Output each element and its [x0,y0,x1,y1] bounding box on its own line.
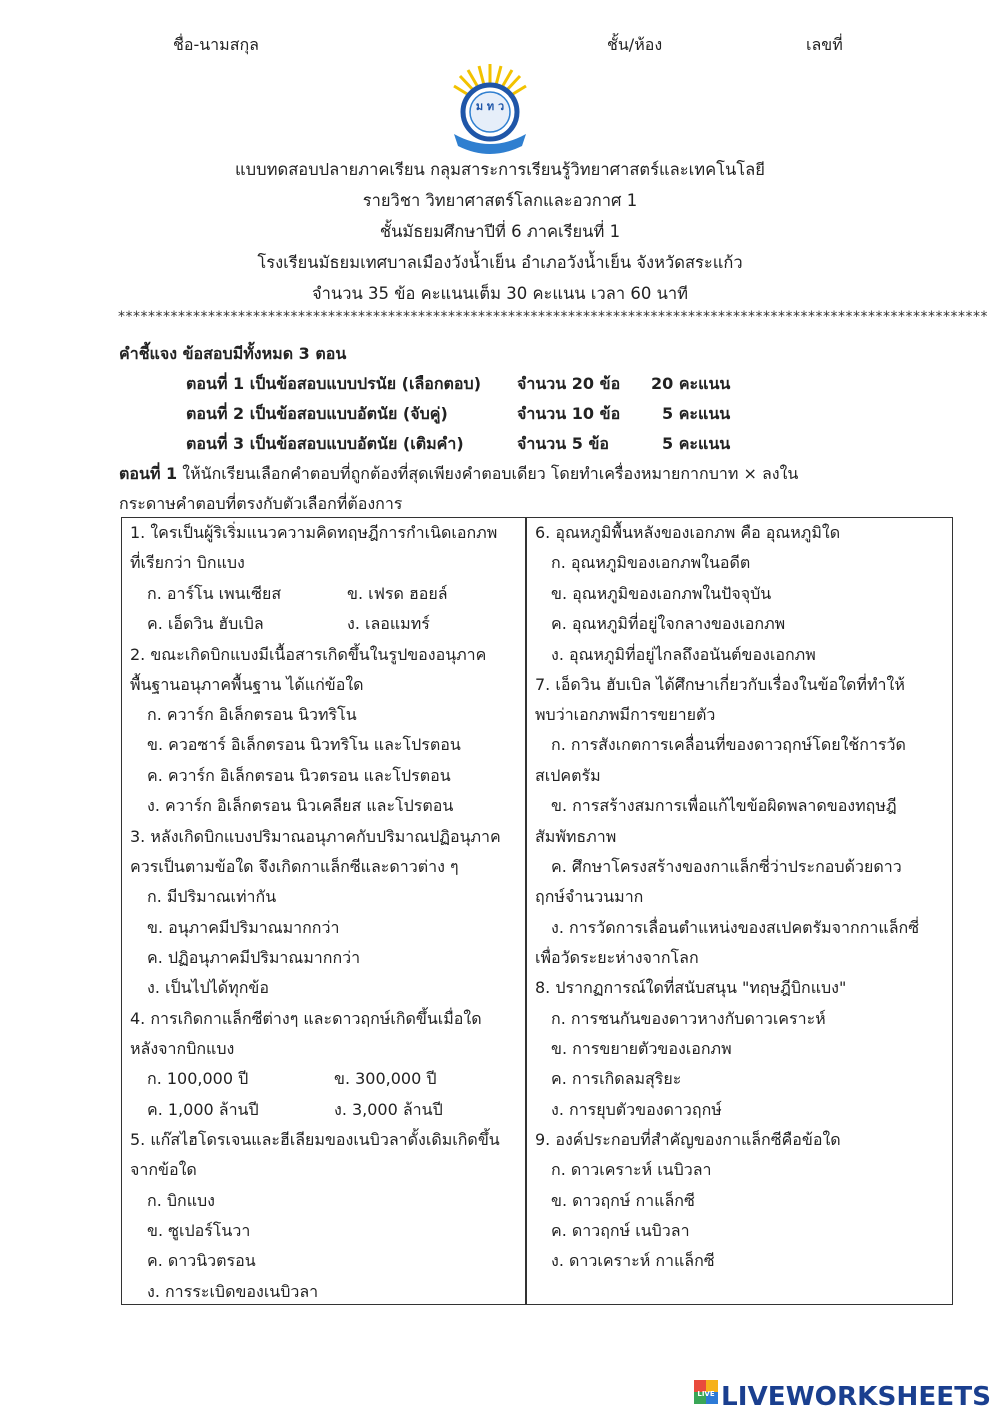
q8-text: 8. ปรากฏการณ์ใดที่สนับสนุน "ทฤษฎีบิกแบง" [535,978,847,997]
q7-option-d[interactable]: ง. การวัดการเลื่อนตำแหน่งของสเปคตรัมจากกาแล็กซี่ [551,918,920,937]
part1-instruction-text: ให้นักเรียนเลือกคำตอบที่ถูกต้องที่สุดเพียงคำตอบเดียว โดยทำเครื่องหมายกากบาท × ลงใน [177,464,799,483]
q2-option-a[interactable]: ก. ควาร์ก อิเล็กตรอน นิวทริโน [147,705,357,724]
q4-option-a[interactable]: ก. 100,000 ปี [147,1069,249,1088]
q5-option-a[interactable]: ก. บิกแบง [147,1191,215,1210]
part1-instruction [119,462,798,487]
separator-line: ******************************************************************************************************************** [118,309,988,325]
part1-score: 20 คะแนน [651,374,731,393]
q2-option-b[interactable]: ข. ควอซาร์ อิเล็กตรอน นิวทริโน และโปรตอน [147,735,461,754]
school-emblem-icon [448,62,532,154]
q7-text-cont: พบว่าเอกภพมีการขยายตัว [535,705,716,724]
q4-option-b[interactable]: ข. 300,000 ปี [334,1069,437,1088]
q1-option-b[interactable]: ข. เฟรด ฮอยล์ [347,584,448,603]
q5-option-b[interactable]: ข. ซูเปอร์โนวา [147,1221,251,1240]
q7-option-a[interactable]: ก. การสังเกตการเคลื่อนที่ของดาวฤกษ์โดยใช้การวัด [551,735,906,754]
svg-text:LIVE: LIVE [697,1390,715,1398]
q3-option-c[interactable]: ค. ปฏิอนุภาคมีปริมาณมากกว่า [147,948,361,967]
part3-score: 5 คะแนน [662,434,731,453]
part1-label: ตอนที่ 1 เป็นข้อสอบแบบปรนัย (เลือกตอบ) [186,374,482,393]
name-label: ชื่อ-นามสกุล [173,35,259,54]
q1-text-cont: ที่เรียกว่า บิกแบง [130,553,245,572]
q3-text: 3. หลังเกิดบิกแบงปริมาณอนุภาคกับปริมาณปฏิอนุภาค [130,827,501,846]
q2-option-d[interactable]: ง. ควาร์ก อิเล็กตรอน นิวเคลียส และโปรตอน [147,796,454,815]
q4-option-d[interactable]: ง. 3,000 ล้านปี [334,1100,443,1119]
q9-option-b[interactable]: ข. ดาวฤกษ์ กาแล็กซี [551,1191,695,1210]
subject-title: รายวิชา วิทยาศาสตร์โลกและอวกาศ 1 [362,191,638,210]
q5-text-cont: จากข้อใด [130,1160,197,1179]
svg-text:ม ท ว: ม ท ว [475,100,505,113]
q7-text: 7. เอ็ดวิน ฮับเบิล ได้ศึกษาเกี่ยวกับเรื่องในข้อใดที่ทำให้ [535,675,905,694]
q8-option-b[interactable]: ข. การขยายตัวของเอกภพ [551,1039,732,1058]
q1-text: 1. ใครเป็นผู้ริเริ่มแนวความคิดทฤษฎีการกำเนิดเอกภพ [130,523,498,542]
q4-option-c[interactable]: ค. 1,000 ล้านปี [147,1100,259,1119]
q9-option-c[interactable]: ค. ดาวฤกษ์ เนบิวลา [551,1221,690,1240]
q3-option-a[interactable]: ก. มีปริมาณเท่ากัน [147,887,277,906]
part1-instruction-cont: กระดาษคำตอบที่ตรงกับตัวเลือกที่ต้องการ [119,494,403,513]
liveworksheets-logo [694,1378,994,1410]
q7-option-c-cont: ฤกษ์จำนวนมาก [535,887,644,906]
part2-label: ตอนที่ 2 เป็นข้อสอบแบบอัตนัย (จับคู่) [186,404,448,423]
q1-option-d[interactable]: ง. เลอแมทร์ [347,614,430,633]
part3-label: ตอนที่ 3 เป็นข้อสอบแบบอัตนัย (เติมคำ) [186,434,464,453]
q6-option-c[interactable]: ค. อุณหภูมิที่อยู่ใจกลางของเอกภพ [551,614,786,633]
q7-option-b[interactable]: ข. การสร้างสมการเพื่อแก้ไขข้อผิดพลาดของทฤษฎี [551,796,897,815]
q4-text: 4. การเกิดกาแล็กซีต่างๆ และดาวฤกษ์เกิดขึ้นเมื่อใด [130,1009,482,1028]
q8-option-d[interactable]: ง. การยุบตัวของดาวฤกษ์ [551,1100,722,1119]
part1-count: จำนวน 20 ข้อ [517,374,621,393]
q8-option-a[interactable]: ก. การชนกันของดาวหางกับดาวเคราะห์ [551,1009,826,1028]
q3-option-b[interactable]: ข. อนุภาคมีปริมาณมากกว่า [147,918,340,937]
q5-text: 5. แก๊สไฮโดรเจนและฮีเลียมของเนบิวลาดั้งเดิมเกิดขึ้น [130,1130,500,1149]
q7-option-d-cont: เพื่อวัดระยะห่างจากโลก [535,948,699,967]
q9-option-d[interactable]: ง. ดาวเคราะห์ กาแล็กซี [551,1251,715,1270]
exam-title: แบบทดสอบปลายภาคเรียน กลุมสาระการเรียนรู้วิทยาศาสตร์และเทคโนโลยี [235,160,765,179]
q7-option-a-cont: สเปคตรัม [535,766,601,785]
q7-option-c[interactable]: ค. ศึกษาโครงสร้างของกาแล็กซี่ว่าประกอบด้วยดาว [551,857,902,876]
part1-instruction-bold: ตอนที่ 1 [119,464,178,483]
q9-option-a[interactable]: ก. ดาวเคราะห์ เนบิวลา [551,1160,712,1179]
q7-option-b-cont: สัมพัทธภาพ [535,827,617,846]
q2-text-cont: พื้นฐานอนุภาคพื้นฐาน ได้แก่ข้อใด [130,675,364,694]
number-label: เลขที่ [806,35,843,54]
svg-text:LIVEWORKSHEETS: LIVEWORKSHEETS [721,1382,991,1412]
school-name: โรงเรียนมัธยมเทศบาลเมืองวังน้ำเย็น อำเภอวังน้ำเย็น จังหวัดสระแก้ว [257,253,743,272]
q6-option-b[interactable]: ข. อุณหภูมิของเอกภพในปัจจุบัน [551,584,772,603]
q2-text: 2. ขณะเกิดบิกแบงมีเนื้อสารเกิดขึ้นในรูปของอนุภาค [130,645,487,664]
q6-option-d[interactable]: ง. อุณหภูมิที่อยู่ไกลถึงอนันต์ของเอกภพ [551,645,816,664]
part3-count: จำนวน 5 ข้อ [517,434,610,453]
part2-score: 5 คะแนน [662,404,731,423]
instructions-heading: คำชี้แจง ข้อสอบมีทั้งหมด 3 ตอน [119,344,347,363]
exam-info: จำนวน 35 ข้อ คะแนนเต็ม 30 คะแนน เวลา 60 นาที [311,284,688,303]
q2-option-c[interactable]: ค. ควาร์ก อิเล็กตรอน นิวตรอน และโปรตอน [147,766,451,785]
q9-text: 9. องค์ประกอบที่สำคัญของกาแล็กซีคือข้อใด [535,1130,841,1149]
q6-text: 6. อุณหภูมิพื้นหลังของเอกภพ คือ อุณหภูมิใด [535,523,841,542]
q8-option-c[interactable]: ค. การเกิดลมสุริยะ [551,1069,682,1088]
q6-option-a[interactable]: ก. อุณหภูมิของเอกภพในอดีต [551,553,751,572]
table-column-divider [525,517,527,1305]
liveworksheets-brand-icon [694,1378,994,1410]
part2-count: จำนวน 10 ข้อ [517,404,621,423]
q5-option-c[interactable]: ค. ดาวนิวตรอน [147,1251,256,1270]
school-logo [448,62,532,154]
q4-text-cont: หลังจากบิกแบง [130,1039,235,1058]
grade-title: ชั้นมัธยมศึกษาปีที่ 6 ภาคเรียนที่ 1 [379,222,621,241]
q1-option-a[interactable]: ก. อาร์โน เพนเซียส [147,584,282,603]
q1-option-c[interactable]: ค. เอ็ดวิน ฮับเบิล [147,614,264,633]
q3-text-cont: ควรเป็นตามข้อใด จึงเกิดกาแล็กซีและดาวต่าง ๆ [130,857,459,876]
q5-option-d[interactable]: ง. การระเบิดของเนบิวลา [147,1282,319,1301]
class-label: ชั้น/ห้อง [607,35,663,54]
q3-option-d[interactable]: ง. เป็นไปได้ทุกข้อ [147,978,269,997]
